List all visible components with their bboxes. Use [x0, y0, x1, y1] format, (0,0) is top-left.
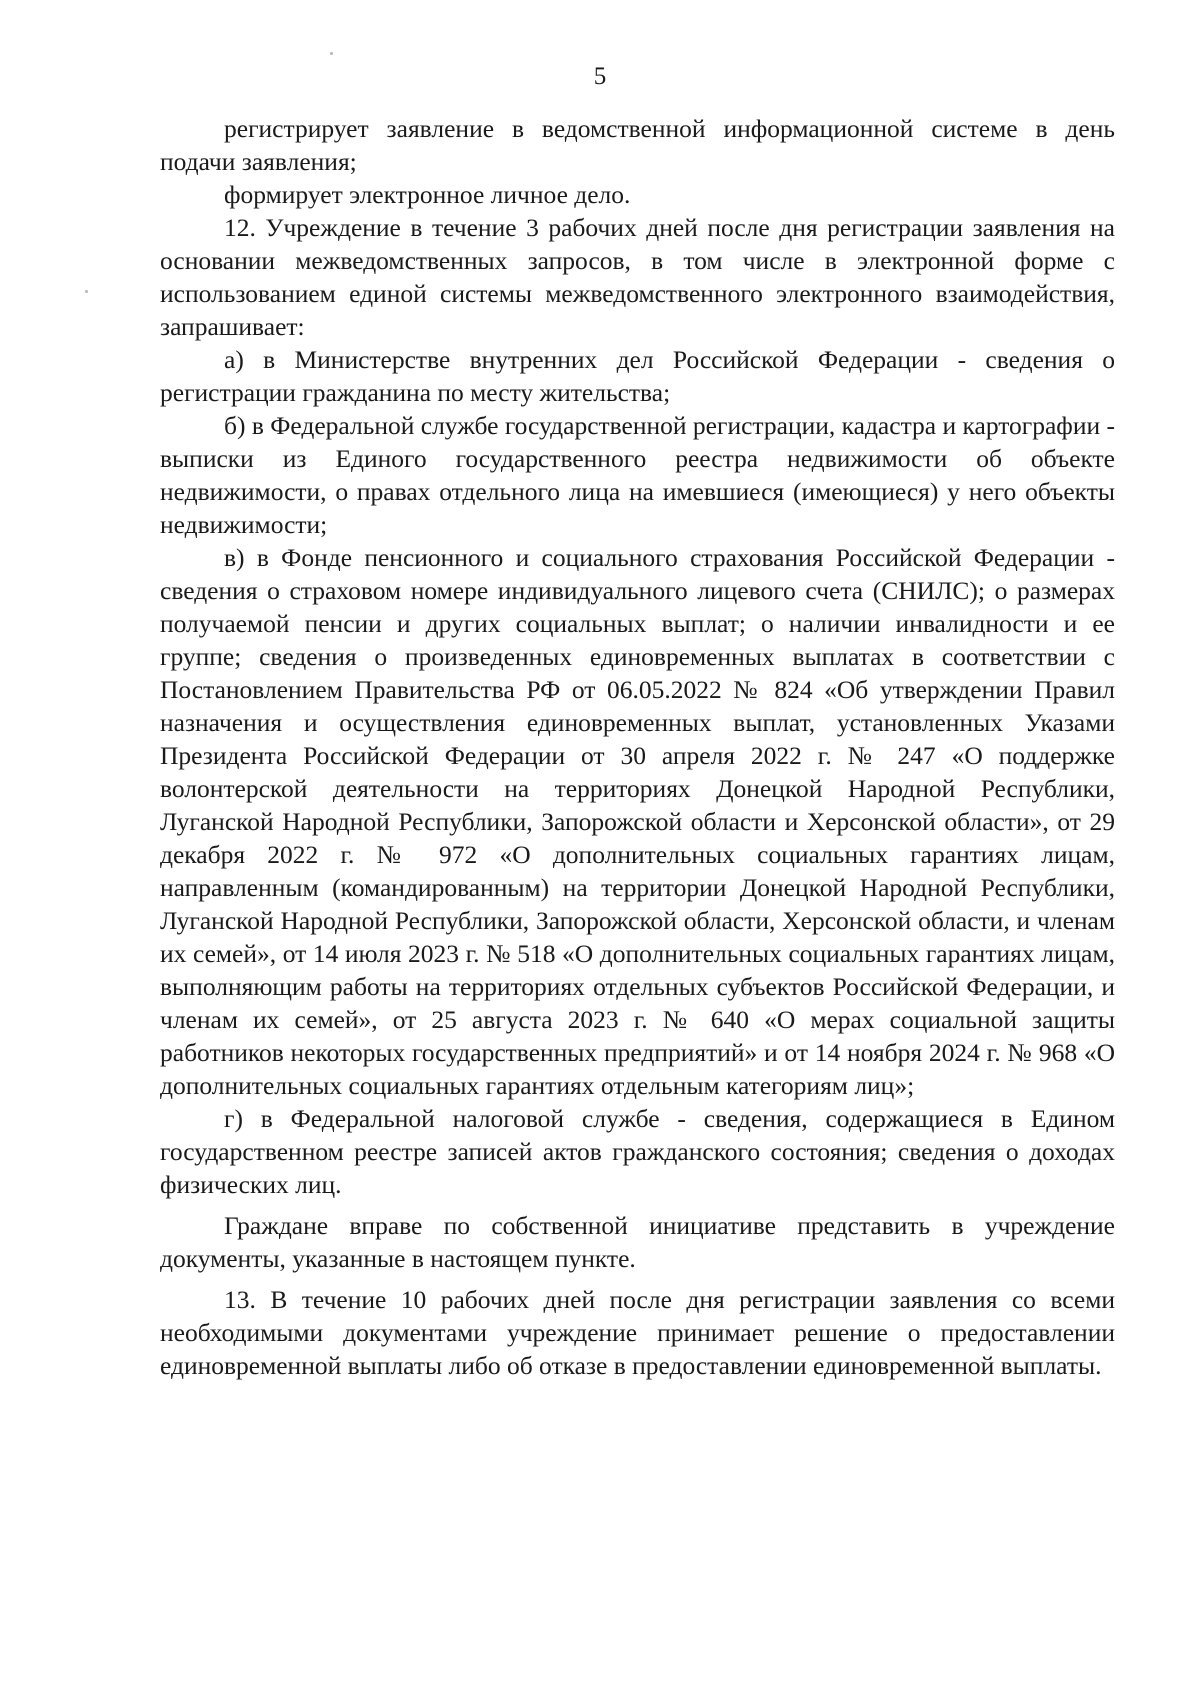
paragraph-citizens-right: Граждане вправе по собственной инициативе представить в учреждение документы, указанные в настоящем пункте. [160, 1211, 1115, 1273]
paragraph-registers-application: регистрирует заявление в ведомственной информационной системе в день подачи заявления; [160, 114, 1115, 176]
paragraph-forms-personal-file: формирует электронное личное дело. [224, 180, 631, 209]
scan-speck [85, 290, 88, 293]
paragraph-clause-12: 12. Учреждение в течение 3 рабочих дней после дня регистрации заявления на основании межведомственных запросов, в том числе в электронной форме с использованием единой системы межведомственного электронного взаимодействия, запрашивает: [160, 213, 1115, 341]
paragraph-clause-12-a: а) в Министерстве внутренних дел Российской Федерации - сведения о регистрации гражданина по месту жительства; [160, 345, 1115, 407]
page-number: 5 [593, 63, 607, 90]
paragraph-clause-12-v: в) в Фонде пенсионного и социального страхования Российской Федерации - сведения о страховом номере индивидуального лицевого счета (СНИЛС); о размерах получаемой пенсии и других социальных выплат; о наличии инвалидности и ее группе; сведения о произведенных единовременных выплатах в соответствии с Постановлением Правительства РФ от 06.05.2022 № 824 «Об утверждении Правил назначения и осуществления единовременных выплат, установленных Указами Президента Российской Федерации от 30 апреля 2022 г. № 247 «О поддержке волонтерской деятельности на территориях Донецкой Народной Республики, Луганской Народной Республики, Запорожской области и Херсонской области», от 29 декабря 2022 г. № 972 «О дополнительных социальных гарантиях лицам, направленным (командированным) на территории Донецкой Народной Республики, Луганской Народной Республики, Запорожской области, Херсонской области, и членам их семей», от 14 июля 2023 г. № 518 «О дополнительных социальных гарантиях лицам, выполняющим работы на территориях отдельных субъектов Российской Федерации, и членам их семей», от 25 августа 2023 г. № 640 «О мерах социальной защиты работников некоторых государственных предприятий» и от 14 ноября 2024 г. № 968 «О дополнительных социальных гарантиях отдельным категориям лиц»; [160, 543, 1115, 1100]
paragraph-clause-13: 13. В течение 10 рабочих дней после дня регистрации заявления со всеми необходимыми документами учреждение принимает решение о предоставлении единовременной выплаты либо об отказе в предоставлении единовременной выплаты. [160, 1285, 1115, 1380]
paragraph-clause-12-g: г) в Федеральной налоговой службе - сведения, содержащиеся в Едином государственном реестре записей актов гражданского состояния; сведения о доходах физических лиц. [160, 1104, 1115, 1199]
document-body [160, 112, 1115, 1382]
paragraph-clause-12-b: б) в Федеральной службе государственной регистрации, кадастра и картографии - выписки из Единого государственного реестра недвижимости об объекте недвижимости, о правах отдельного лица на имевшиеся (имеющиеся) у него объекты недвижимости; [160, 411, 1115, 539]
scan-speck [330, 52, 333, 55]
